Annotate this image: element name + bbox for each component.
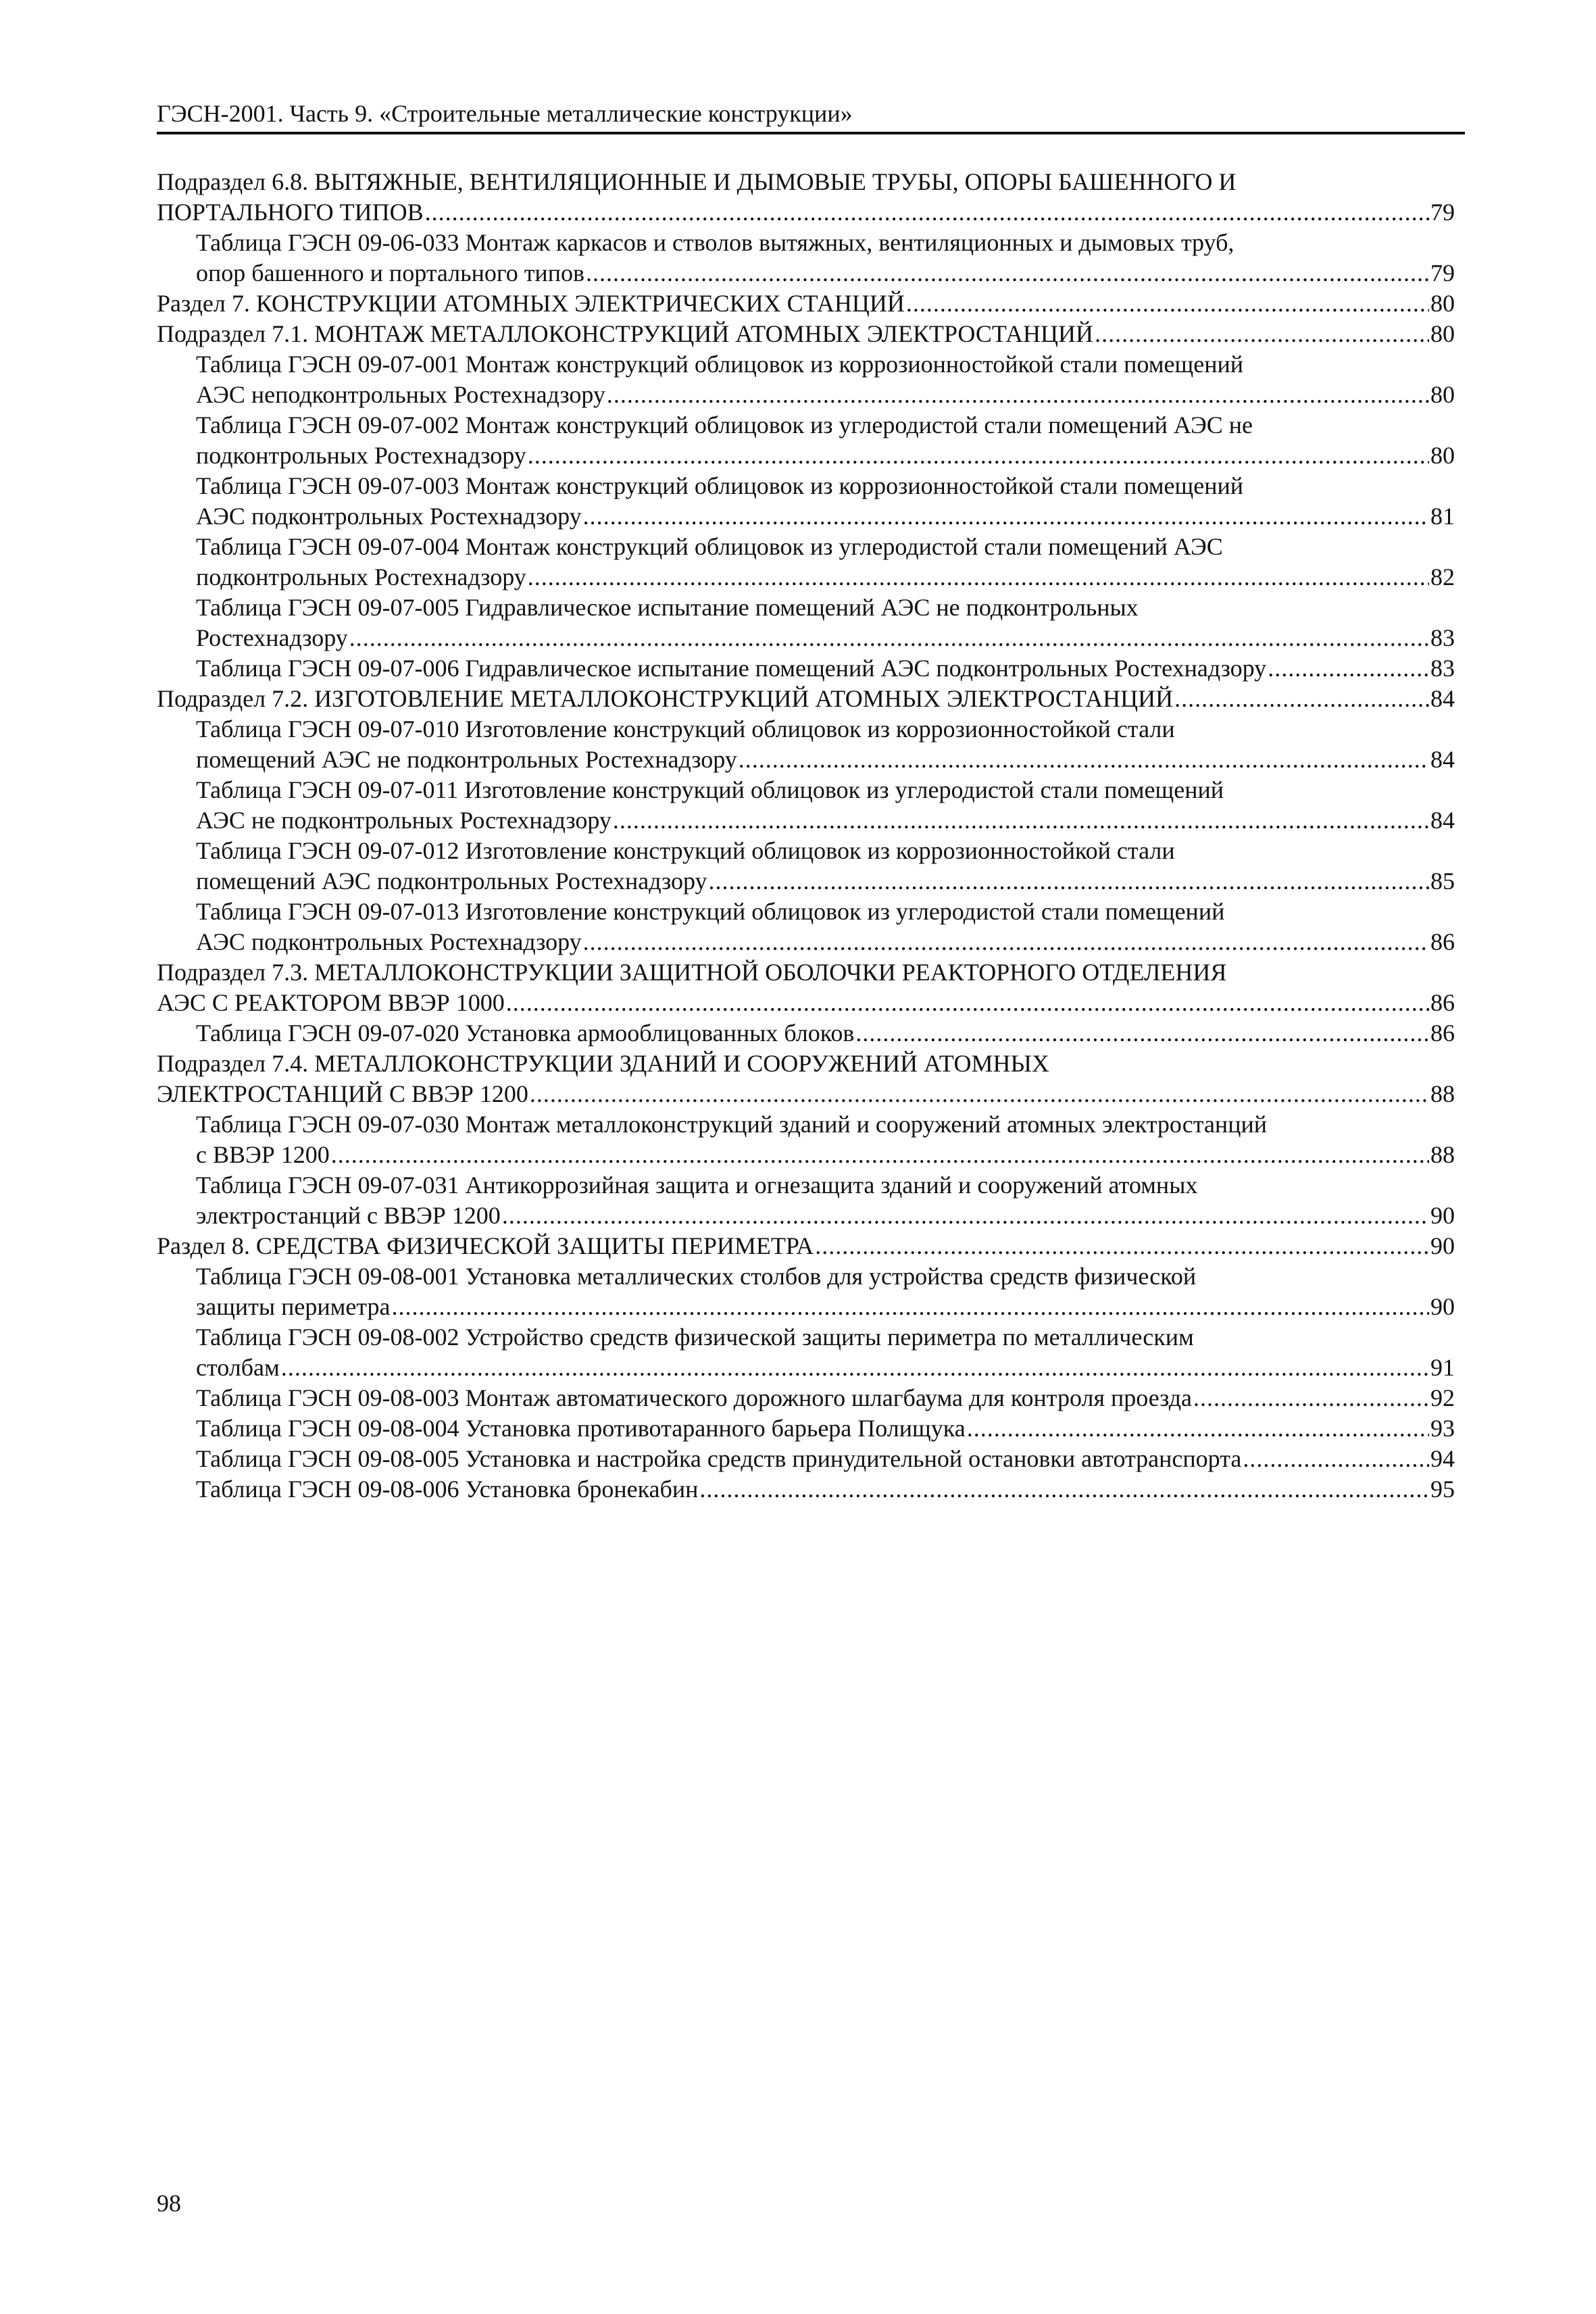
toc-page-number: 92 — [1430, 1384, 1455, 1411]
dot-leader — [906, 288, 1429, 319]
toc-entry-text: АЭС не подконтрольных Ростехнадзору — [196, 807, 612, 834]
toc-page-number: 81 — [1430, 503, 1455, 530]
toc-page-number: 80 — [1430, 381, 1455, 408]
toc-section-entry[interactable] — [157, 288, 1455, 319]
toc-page-number: 90 — [1430, 1232, 1455, 1259]
toc-table-entry[interactable] — [157, 1261, 1455, 1322]
toc-entry-text: Таблица ГЭСН 09-07-010 Изготовление конструкций облицовок из коррозионностойкой стали — [196, 715, 1175, 743]
toc-page-number: 90 — [1430, 1293, 1455, 1320]
toc-page-number: 95 — [1430, 1476, 1455, 1503]
toc-entry-text: Таблица ГЭСН 09-07-002 Монтаж конструкций облицовок из углеродистой стали помещений АЭС не — [196, 411, 1253, 438]
dot-leader — [349, 623, 1429, 653]
dot-leader — [530, 1079, 1429, 1109]
toc-entry-text: АЭС неподконтрольных Ростехнадзору — [196, 381, 605, 408]
toc-table-entry[interactable] — [157, 836, 1455, 897]
toc-entry-text: Таблица ГЭСН 09-07-003 Монтаж конструкций облицовок из коррозионностойкой стали помещений — [196, 472, 1243, 499]
toc-page-number: 84 — [1430, 746, 1455, 773]
toc-page-number: 90 — [1430, 1202, 1455, 1229]
toc-entry-text: Таблица ГЭСН 09-07-001 Монтаж конструкций облицовок из коррозионностойкой стали помещений — [196, 351, 1243, 378]
toc-page-number: 84 — [1430, 685, 1455, 712]
toc-entry-text: опор башенного и портального типов — [196, 259, 584, 286]
toc-entry-text: Раздел 7. КОНСТРУКЦИИ АТОМНЫХ ЭЛЕКТРИЧЕСКИХ СТАНЦИЙ — [157, 290, 905, 317]
toc-entry-text: Таблица ГЭСН 09-08-001 Установка металлических столбов для устройства средств физической — [196, 1263, 1197, 1290]
page-header: ГЭСН-2001. Часть 9. «Строительные металлические конструкции» — [157, 100, 853, 127]
toc-entry-text: Таблица ГЭСН 09-08-005 Установка и настройка средств принудительной остановки автотранспорта — [196, 1445, 1242, 1472]
dot-leader — [425, 197, 1429, 228]
toc-table-entry[interactable] — [157, 593, 1455, 653]
toc-entry-text: Таблица ГЭСН 09-07-005 Гидравлическое испытание помещений АЭС не подконтрольных — [196, 594, 1139, 621]
toc-entry-text: Таблица ГЭСН 09-07-012 Изготовление конструкций облицовок из коррозионностойкой стали — [196, 837, 1175, 864]
toc-section-entry[interactable] — [157, 684, 1455, 714]
toc-section-entry[interactable] — [157, 1231, 1455, 1261]
toc-table-entry[interactable] — [157, 1413, 1455, 1444]
toc-entry-text: Таблица ГЭСН 09-08-003 Монтаж автоматического дорожного шлагбаума для контроля проезда — [196, 1384, 1192, 1411]
toc-entry-text: с ВВЭР 1200 — [196, 1141, 330, 1168]
toc-entry-text: помещений АЭС подконтрольных Ростехнадзору — [196, 867, 707, 895]
toc-entry-text: Подраздел 7.4. МЕТАЛЛОКОНСТРУКЦИИ ЗДАНИЙ И СООРУЖЕНИЙ АТОМНЫХ — [157, 1050, 1049, 1077]
dot-leader — [502, 1201, 1429, 1231]
toc-table-entry[interactable] — [157, 1383, 1455, 1413]
toc-page-number: 88 — [1430, 1080, 1455, 1107]
toc-section-entry[interactable] — [157, 1049, 1455, 1109]
toc-section-entry[interactable] — [157, 957, 1455, 1018]
toc-table-entry[interactable] — [157, 410, 1455, 471]
toc-table-entry[interactable] — [157, 775, 1455, 836]
toc-page-number: 85 — [1430, 867, 1455, 895]
dot-leader — [613, 805, 1429, 836]
toc-entry-text: защиты периметра — [196, 1293, 391, 1320]
toc-entry-text: Раздел 8. СРЕДСТВА ФИЗИЧЕСКОЙ ЗАЩИТЫ ПЕРИМЕТРА — [157, 1232, 814, 1259]
toc-page-number: 93 — [1430, 1415, 1455, 1442]
dot-leader — [583, 927, 1429, 957]
dot-leader — [1193, 1383, 1429, 1413]
toc-table-entry[interactable] — [157, 532, 1455, 593]
toc-entry-text: Таблица ГЭСН 09-07-013 Изготовление конструкций облицовок из углеродистой стали помещений — [196, 898, 1225, 925]
toc-entry-text: Таблица ГЭСН 09-07-030 Монтаж металлоконструкций зданий и сооружений атомных электростанций — [196, 1111, 1267, 1138]
toc-entry-text: Таблица ГЭСН 09-07-004 Монтаж конструкций облицовок из углеродистой стали помещений АЭС — [196, 533, 1223, 560]
toc-page-number: 86 — [1430, 989, 1455, 1016]
toc-table-entry[interactable] — [157, 1018, 1455, 1049]
toc-entry-text: Подраздел 7.2. ИЗГОТОВЛЕНИЕ МЕТАЛЛОКОНСТРУКЦИЙ АТОМНЫХ ЭЛЕКТРОСТАНЦИЙ — [157, 685, 1174, 712]
dot-leader — [1243, 1444, 1429, 1474]
toc-table-entry[interactable] — [157, 1322, 1455, 1383]
dot-leader — [1095, 319, 1429, 349]
toc-table-entry[interactable] — [157, 471, 1455, 532]
dot-leader — [331, 1140, 1429, 1170]
toc-entry-text: Таблица ГЭСН 09-08-002 Устройство средств физической защиты периметра по металлическим — [196, 1324, 1194, 1351]
toc-page-number: 79 — [1430, 259, 1455, 286]
toc-page-number: 79 — [1430, 199, 1455, 226]
toc-entry-text: Таблица ГЭСН 09-07-031 Антикоррозийная защита и огнезащита зданий и сооружений атомных — [196, 1172, 1198, 1199]
toc-section-entry[interactable] — [157, 167, 1455, 228]
dot-leader — [1268, 653, 1429, 684]
toc-page-number: 88 — [1430, 1141, 1455, 1168]
toc-page-number: 80 — [1430, 442, 1455, 469]
page-number: 98 — [157, 2190, 181, 2217]
toc-page-number: 86 — [1430, 928, 1455, 955]
dot-leader — [1174, 684, 1429, 714]
dot-leader — [855, 1018, 1429, 1049]
toc-entry-text: АЭС подконтрольных Ростехнадзору — [196, 503, 582, 530]
dot-leader — [528, 441, 1429, 471]
toc-entry-text: Таблица ГЭСН 09-07-011 Изготовление конструкций облицовок из углеродистой стали помещений — [196, 776, 1224, 803]
toc-table-entry[interactable] — [157, 897, 1455, 957]
toc-entry-text: ПОРТАЛЬНОГО ТИПОВ — [157, 199, 424, 226]
toc-entry-text: столбам — [196, 1354, 280, 1381]
toc-page-number: 94 — [1430, 1445, 1455, 1472]
toc-entry-text: Подраздел 6.8. ВЫТЯЖНЫЕ, ВЕНТИЛЯЦИОННЫЕ И ДЫМОВЫЕ ТРУБЫ, ОПОРЫ БАШЕННОГО И — [157, 168, 1237, 195]
dot-leader — [815, 1231, 1429, 1261]
dot-leader — [607, 380, 1429, 410]
table-of-contents — [157, 167, 1455, 1505]
toc-entry-text: Таблица ГЭСН 09-06-033 Монтаж каркасов и стволов вытяжных, вентиляционных и дымовых труб, — [196, 229, 1235, 256]
header-rule — [157, 132, 1465, 134]
toc-entry-text: АЭС подконтрольных Ростехнадзору — [196, 928, 582, 955]
toc-entry-text: Подраздел 7.3. МЕТАЛЛОКОНСТРУКЦИИ ЗАЩИТНОЙ ОБОЛОЧКИ РЕАКТОРНОГО ОТДЕЛЕНИЯ — [157, 959, 1227, 986]
toc-entry-text: электростанций с ВВЭР 1200 — [196, 1202, 501, 1229]
toc-page-number: 91 — [1430, 1354, 1455, 1381]
toc-entry-text: АЭС С РЕАКТОРОМ ВВЭР 1000 — [157, 989, 505, 1016]
toc-entry-text: подконтрольных Ростехнадзору — [196, 563, 526, 590]
toc-section-entry[interactable] — [157, 319, 1455, 349]
toc-entry-text: помещений АЭС не подконтрольных Ростехнадзору — [196, 746, 737, 773]
toc-entry-text: Таблица ГЭСН 09-07-006 Гидравлическое испытание помещений АЭС подконтрольных Ростехнадзору — [196, 655, 1267, 682]
dot-leader — [739, 745, 1429, 775]
toc-table-entry[interactable] — [157, 1444, 1455, 1474]
dot-leader — [699, 1474, 1429, 1505]
dot-leader — [967, 1413, 1429, 1444]
toc-entry-text: подконтрольных Ростехнадзору — [196, 442, 526, 469]
toc-table-entry[interactable] — [157, 1474, 1455, 1505]
toc-page-number: 83 — [1430, 624, 1455, 651]
dot-leader — [506, 988, 1429, 1018]
toc-page-number: 80 — [1430, 290, 1455, 317]
toc-page-number: 83 — [1430, 655, 1455, 682]
toc-table-entry[interactable] — [157, 1170, 1455, 1231]
toc-entry-text: Таблица ГЭСН 09-07-020 Установка армооблицованных блоков — [196, 1020, 855, 1047]
dot-leader — [392, 1292, 1429, 1322]
toc-page-number: 84 — [1430, 807, 1455, 834]
toc-entry-text: Ростехнадзору — [196, 624, 348, 651]
toc-entry-text: Подраздел 7.1. МОНТАЖ МЕТАЛЛОКОНСТРУКЦИЙ АТОМНЫХ ЭЛЕКТРОСТАНЦИЙ — [157, 320, 1094, 347]
toc-page-number: 80 — [1430, 320, 1455, 347]
dot-leader — [583, 501, 1429, 532]
toc-entry-text: ЭЛЕКТРОСТАНЦИЙ С ВВЭР 1200 — [157, 1080, 528, 1107]
dot-leader — [709, 866, 1430, 897]
toc-page-number: 82 — [1430, 563, 1455, 590]
toc-table-entry[interactable] — [157, 349, 1455, 410]
toc-table-entry[interactable] — [157, 1109, 1455, 1170]
toc-entry-text: Таблица ГЭСН 09-08-004 Установка противотаранного барьера Полищука — [196, 1415, 966, 1442]
toc-entry-text: Таблица ГЭСН 09-08-006 Установка бронекабин — [196, 1476, 699, 1503]
toc-table-entry[interactable] — [157, 228, 1455, 288]
dot-leader — [528, 562, 1429, 593]
toc-table-entry[interactable] — [157, 714, 1455, 775]
toc-table-entry[interactable] — [157, 653, 1455, 684]
toc-page-number: 86 — [1430, 1020, 1455, 1047]
dot-leader — [586, 258, 1429, 288]
dot-leader — [281, 1353, 1429, 1383]
